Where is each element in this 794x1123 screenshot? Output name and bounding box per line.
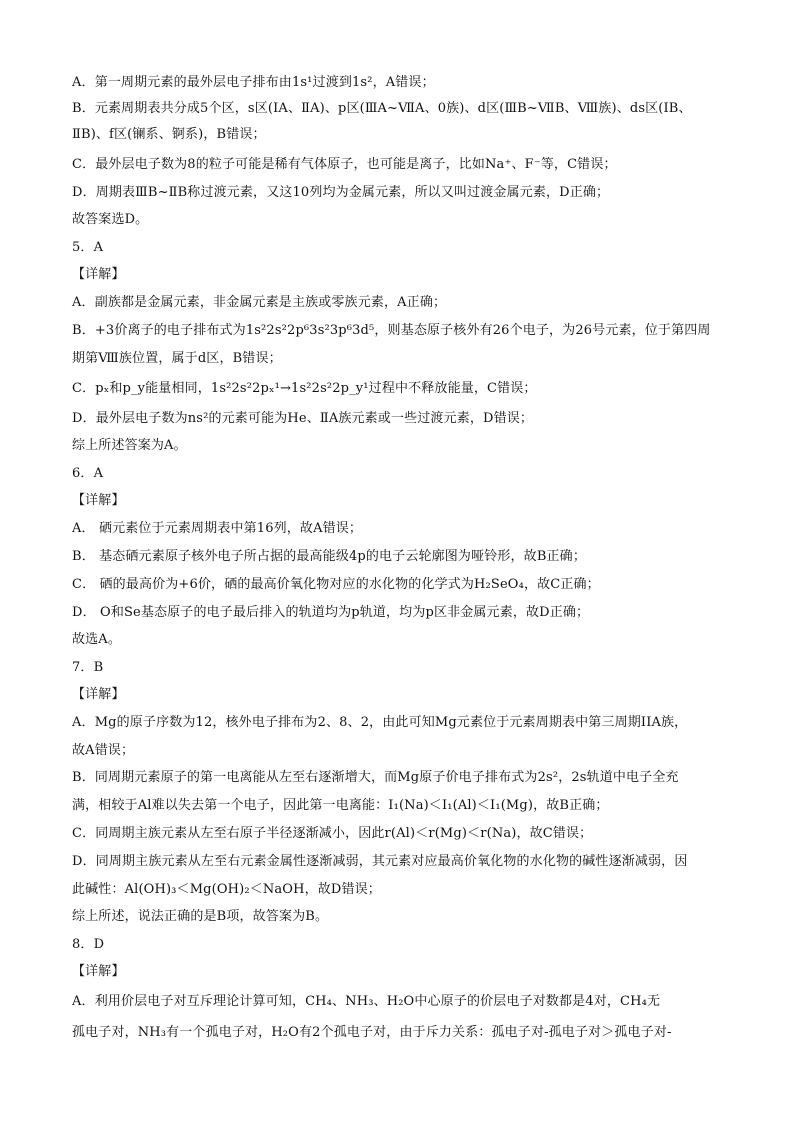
q6-answer: 6．A: [72, 466, 104, 481]
q5-detail-heading: 【详解】: [72, 267, 125, 282]
q4-conclusion: 故答案选D。: [72, 212, 149, 227]
q7-option-d-line1: D．同周期主族元素从左至右元素金属性逐渐减弱，其元素对应最高价氧化物的水化物的碱性逐渐减弱，因: [72, 854, 688, 869]
q7-option-d-line2: 此碱性：Al(OH)₃＜Mg(OH)₂＜NaOH，故D错误；: [72, 882, 381, 897]
q4-option-c: C．最外层电子数为8的粒子可能是稀有气体原子，也可能是离子，比如Na⁺、F⁻等，C错误；: [72, 157, 617, 172]
q8-option-a-line1: A．利用价层电子对互斥理论计算可知，CH₄、NH₃、H₂O中心原子的价层电子对数都是4对，CH₄无: [72, 994, 661, 1009]
q5-option-b-line1: B．+3价离子的电子排布式为1s²2s²2p⁶3s²3p⁶3d⁵，则基态原子核外有26个电子，为26号元素，位于第四周: [72, 323, 711, 338]
q4-option-b-line1: B．元素周期表共分成5个区，s区(ⅠA、ⅡA)、p区(ⅢA~ⅦA、0族)、d区(ⅢB~ⅦB、Ⅷ族)、ds区(ⅠB、: [72, 101, 692, 116]
q6-detail-heading: 【详解】: [72, 493, 125, 508]
q7-option-c: C．同周期主族元素从左至右原子半径逐渐减小，因此r(Al)＜r(Mg)＜r(Na)，故C错误；: [72, 826, 593, 841]
q5-option-a: A．副族都是金属元素，非金属元素是主族或零族元素，A正确；: [72, 295, 447, 310]
q4-option-d: D．周期表ⅢB~ⅡB称过渡元素，又这10列均为金属元素，所以又叫过渡金属元素，D正确；: [72, 185, 610, 200]
q6-option-d: D． O和Se基态原子的电子最后排入的轨道均为p轨道，均为p区非金属元素，故D正确；: [72, 605, 590, 620]
q8-option-a-line2: 孤电子对，NH₃有一个孤电子对，H₂O有2个孤电子对，由于斥力关系：孤电子对-孤电子对＞孤电子对-: [72, 1025, 672, 1040]
q7-option-b-line2: 满，相较于Al难以失去第一个电子，因此第一电离能：I₁(Na)＜I₁(Al)＜I₁(Mg)，故B正确；: [72, 798, 609, 813]
q5-answer: 5．A: [72, 240, 104, 255]
q4-option-b-line2: ⅡB)、f区(镧系、锕系)，B错误；: [72, 127, 266, 142]
q5-option-d: D．最外层电子数为ns²的元素可能为He、ⅡA族元素或一些过渡元素，D错误；: [72, 411, 534, 426]
q5-conclusion: 综上所述答案为A。: [72, 438, 187, 453]
q7-detail-heading: 【详解】: [72, 687, 125, 702]
q7-answer: 7．B: [72, 660, 104, 675]
q7-conclusion: 综上所述，说法正确的是B项，故答案为B。: [72, 909, 329, 924]
q4-option-a: A．第一周期元素的最外层电子排布由1s¹过渡到1s²，A错误；: [72, 75, 435, 90]
q7-option-a-line1: A．Mg的原子序数为12，核外电子排布为2、8、2，由此可知Mg元素位于元素周期表中第三周期IIA族，: [72, 715, 688, 730]
q7-option-a-line2: 故A错误；: [72, 743, 135, 758]
q6-conclusion: 故选A。: [72, 632, 121, 647]
q8-detail-heading: 【详解】: [72, 964, 125, 979]
q5-option-b-line2: 期第Ⅷ族位置，属于d区，B错误；: [72, 351, 282, 366]
q6-option-b: B． 基态硒元素原子核外电子所占据的最高能级4p的电子云轮廓图为哑铃形，故B正确；: [72, 549, 586, 564]
q6-option-a: A． 硒元素位于元素周期表中第16列，故A错误；: [72, 521, 363, 536]
q7-option-b-line1: B．同周期元素原子的第一电离能从左至右逐渐增大，而Mg原子价电子排布式为2s²，2s轨道中电子全充: [72, 770, 679, 785]
q8-answer: 8．D: [72, 937, 105, 952]
q5-option-c: C．pₓ和p_y能量相同，1s²2s²2pₓ¹→1s²2s²2p_y¹过程中不释放能量，C错误；: [72, 381, 537, 396]
q6-option-c: C． 硒的最高价为+6价，硒的最高价氧化物对应的水化物的化学式为H₂SeO₄，故C正确；: [72, 577, 600, 592]
